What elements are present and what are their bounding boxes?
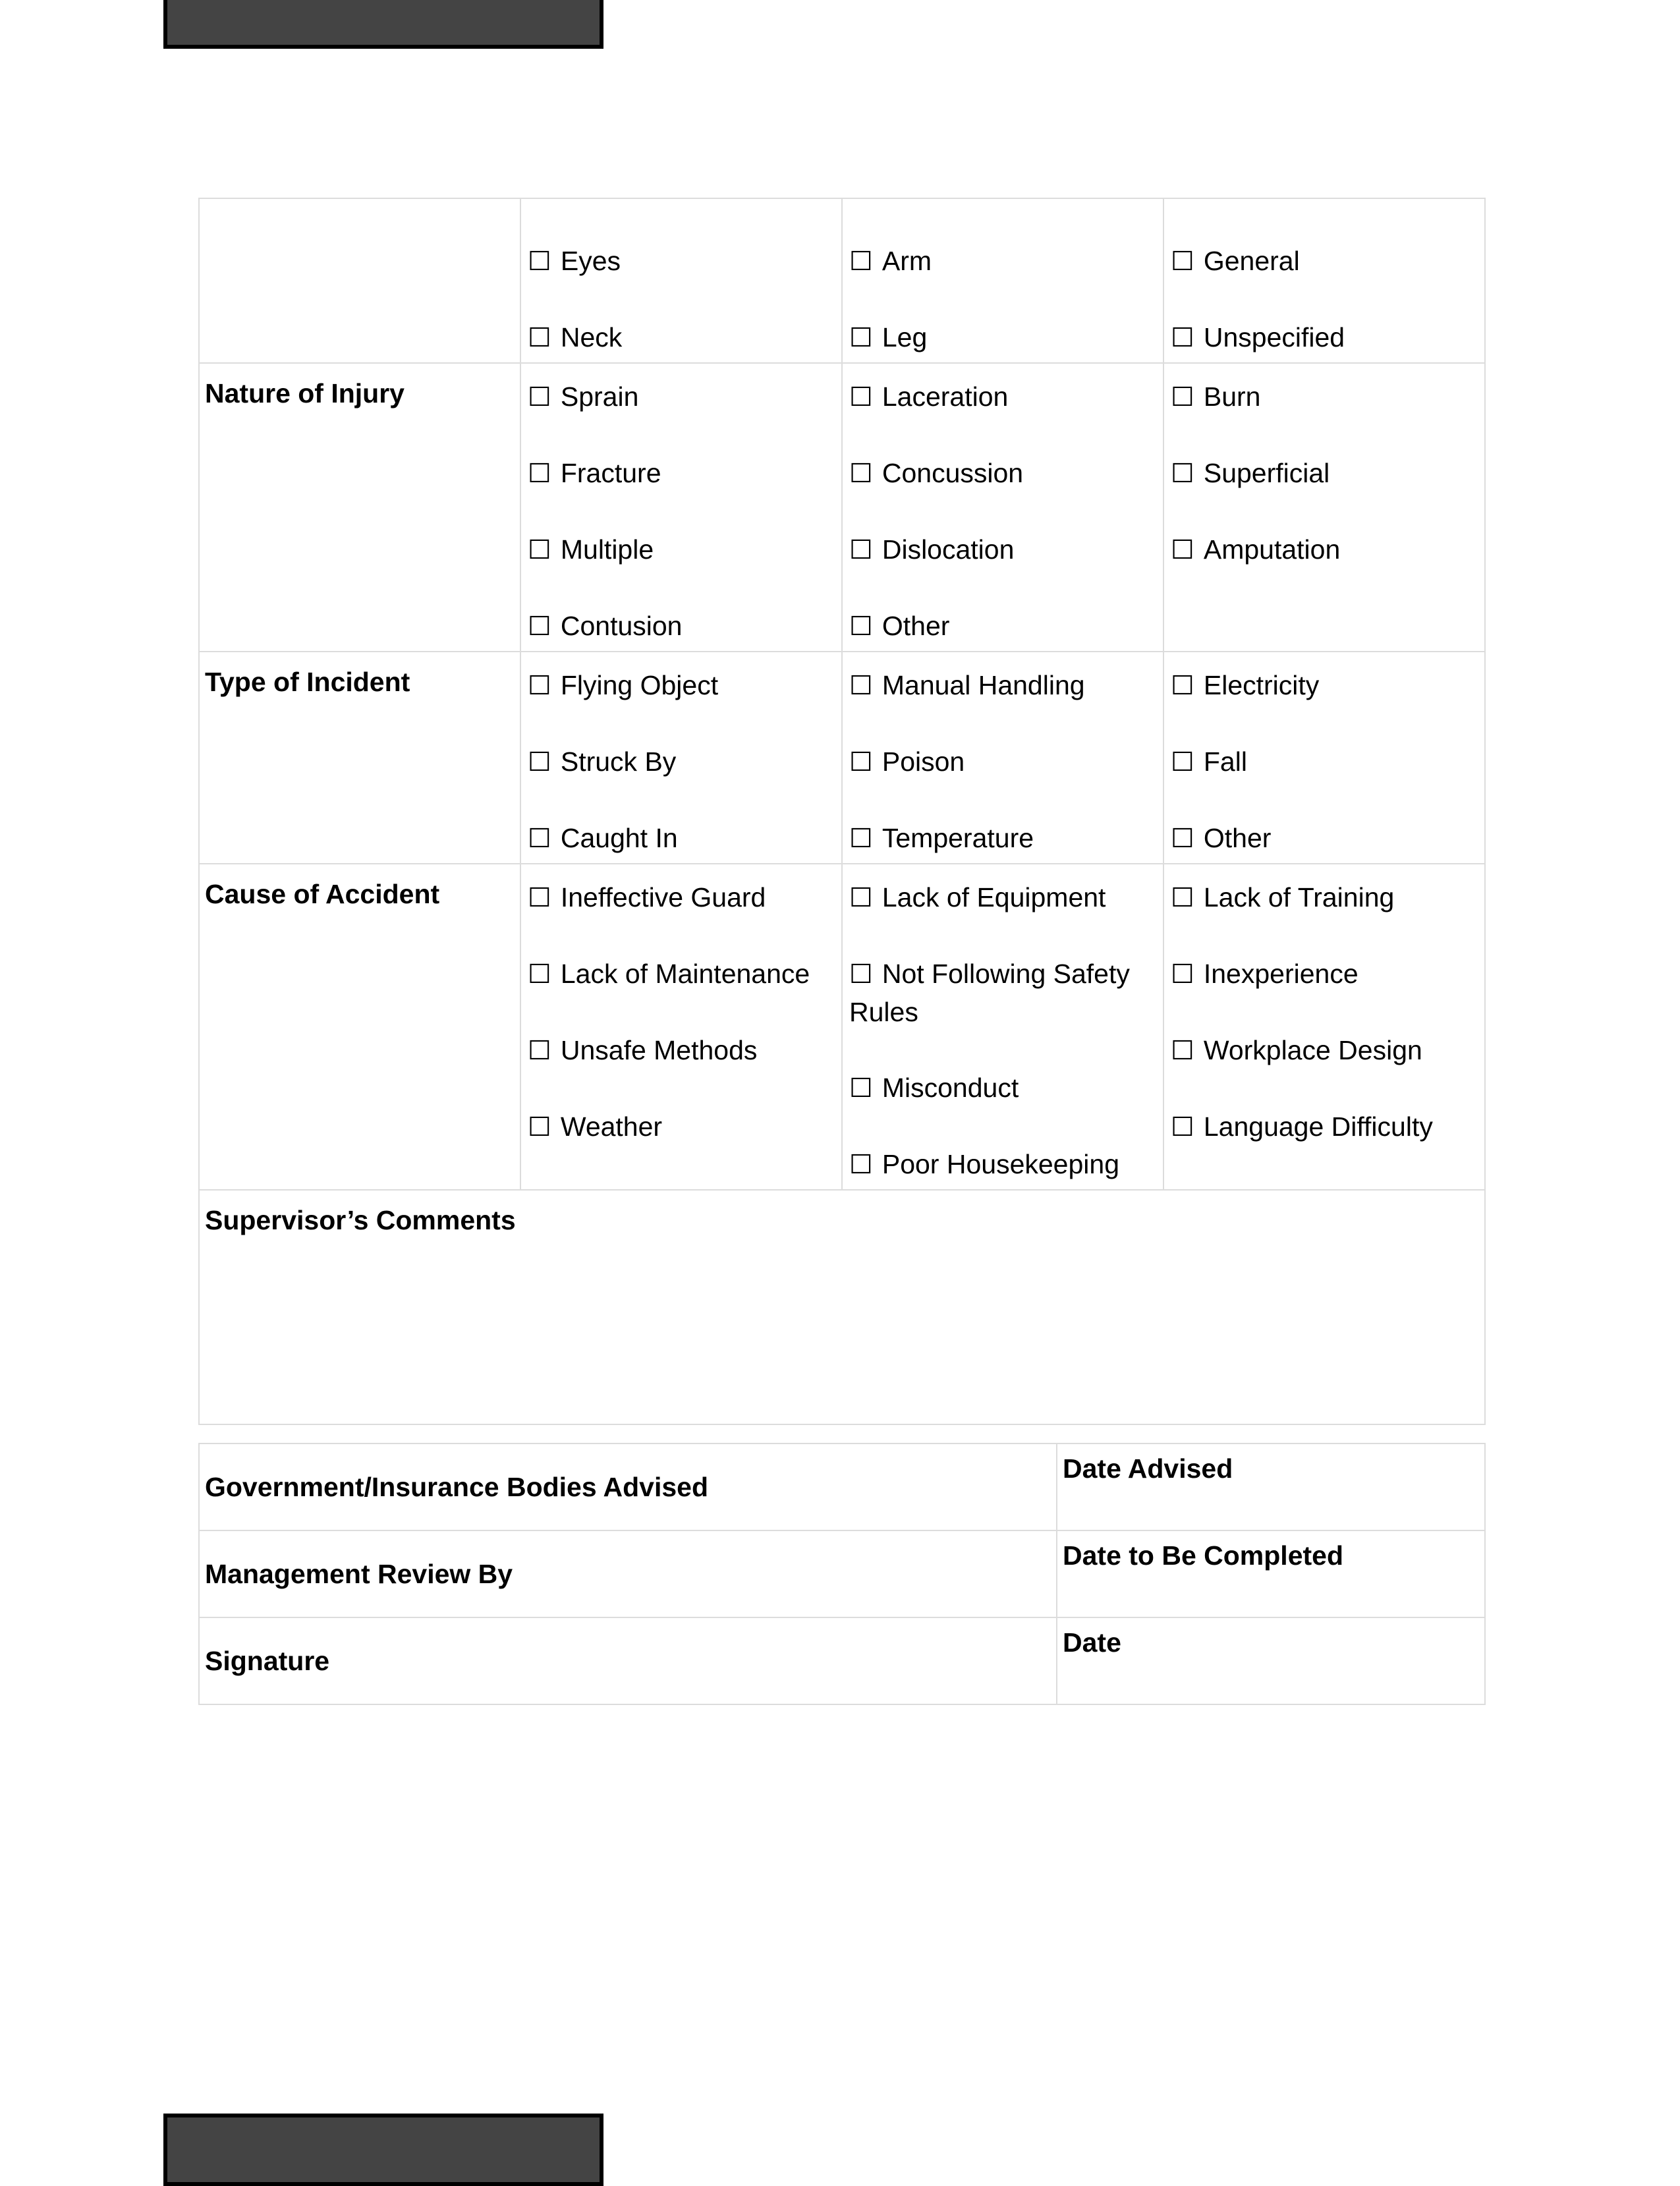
checkbox-icon[interactable]: ☐ — [849, 611, 873, 642]
checkbox-icon[interactable]: ☐ — [528, 535, 551, 565]
date-advised-field[interactable] — [1057, 1443, 1485, 1530]
date-to-be-completed-field[interactable] — [1057, 1530, 1485, 1617]
checkbox-icon[interactable]: ☐ — [1171, 747, 1194, 777]
checkbox-label: Electricity — [1203, 670, 1320, 700]
checkbox-label: Inexperience — [1203, 959, 1358, 989]
checkbox-icon[interactable]: ☐ — [528, 611, 551, 642]
gov-advised-field[interactable] — [199, 1443, 1057, 1530]
category-label: Nature of Injury — [199, 363, 520, 652]
checkbox-label: Arm — [882, 246, 932, 276]
checkbox-icon[interactable]: ☐ — [849, 824, 873, 854]
checkbox-icon[interactable]: ☐ — [849, 246, 873, 277]
checkbox-option[interactable] — [849, 879, 1156, 917]
checkbox-label: Laceration — [882, 381, 1009, 412]
checkbox-label: Lack of Maintenance — [560, 959, 810, 989]
checkbox-label: Poor Housekeeping — [882, 1149, 1119, 1179]
management-review-row — [199, 1530, 1485, 1617]
option-column — [520, 198, 842, 363]
checkbox-option[interactable] — [1171, 242, 1478, 281]
checkbox-label: Manual Handling — [882, 670, 1085, 700]
checkbox-option[interactable] — [849, 319, 1156, 357]
checkbox-label: Neck — [560, 322, 623, 352]
checkbox-option[interactable] — [849, 820, 1156, 858]
checkbox-option[interactable] — [528, 743, 835, 781]
checkbox-option[interactable] — [528, 1108, 835, 1146]
checkbox-label: Concussion — [882, 458, 1024, 488]
option-column — [842, 652, 1163, 864]
checkbox-label: Leg — [882, 322, 928, 352]
category-row — [199, 363, 1485, 652]
supervisor-comments-field[interactable] — [199, 1190, 1485, 1424]
checkbox-icon[interactable]: ☐ — [1171, 883, 1194, 913]
checkbox-option[interactable] — [1171, 455, 1478, 493]
checkbox-option[interactable] — [528, 879, 835, 917]
checkbox-icon[interactable]: ☐ — [1171, 323, 1194, 353]
checkbox-icon[interactable]: ☐ — [528, 824, 551, 854]
checkbox-label: Temperature — [882, 823, 1034, 853]
signature-row — [199, 1617, 1485, 1704]
checkbox-icon[interactable]: ☐ — [1171, 535, 1194, 565]
date-advised-label: Date Advised — [1063, 1453, 1233, 1484]
checkbox-option[interactable] — [849, 1069, 1156, 1107]
checkbox-option[interactable] — [1171, 879, 1478, 917]
checkbox-icon[interactable]: ☐ — [528, 459, 551, 489]
checkbox-icon[interactable]: ☐ — [849, 959, 873, 990]
option-column — [520, 652, 842, 864]
checkbox-icon[interactable]: ☐ — [1171, 671, 1194, 701]
incident-details-table — [198, 198, 1486, 1425]
checkbox-icon[interactable]: ☐ — [1171, 1112, 1194, 1142]
checkbox-icon[interactable]: ☐ — [528, 382, 551, 412]
checkbox-label: Language Difficulty — [1203, 1111, 1433, 1142]
checkbox-icon[interactable]: ☐ — [528, 671, 551, 701]
checkbox-label: Contusion — [560, 611, 683, 641]
supervisor-comments-label: Supervisor’s Comments — [205, 1205, 516, 1235]
checkbox-label: General — [1203, 246, 1300, 276]
checkbox-icon[interactable]: ☐ — [528, 883, 551, 913]
option-column — [1163, 363, 1485, 652]
checkbox-option[interactable] — [528, 607, 835, 646]
checkbox-label: Burn — [1203, 381, 1261, 412]
checkbox-label: Workplace Design — [1203, 1035, 1422, 1065]
checkbox-option[interactable] — [528, 531, 835, 569]
checkbox-label: Eyes — [560, 246, 621, 276]
checkbox-icon[interactable]: ☐ — [528, 1036, 551, 1066]
checkbox-label: Misconduct — [882, 1073, 1019, 1103]
checkbox-label: Struck By — [560, 746, 677, 777]
checkbox-icon[interactable]: ☐ — [849, 671, 873, 701]
checkbox-label: Unspecified — [1203, 322, 1345, 352]
checkbox-option[interactable] — [1171, 1032, 1478, 1070]
checkbox-label: Amputation — [1203, 534, 1341, 565]
option-column — [520, 363, 842, 652]
checkbox-label: Ineffective Guard — [560, 882, 766, 912]
checkbox-icon[interactable]: ☐ — [849, 1150, 873, 1180]
checkbox-option[interactable] — [849, 378, 1156, 416]
checkbox-label: Flying Object — [560, 670, 719, 700]
checkbox-label: Poison — [882, 746, 965, 777]
checkbox-option[interactable] — [528, 667, 835, 705]
checkbox-option[interactable] — [528, 242, 835, 281]
checkbox-option[interactable] — [1171, 531, 1478, 569]
checkbox-label: Other — [1203, 823, 1272, 853]
date-label: Date — [1063, 1627, 1121, 1658]
checkbox-label: Dislocation — [882, 534, 1015, 565]
checkbox-label: Not Following Safety Rules — [849, 959, 1130, 1027]
checkbox-label: Other — [882, 611, 950, 641]
checkbox-label: Lack of Training — [1203, 882, 1395, 912]
checkbox-option[interactable] — [1171, 319, 1478, 357]
checkbox-icon[interactable]: ☐ — [849, 747, 873, 777]
category-row — [199, 198, 1485, 363]
category-label: Type of Incident — [199, 652, 520, 864]
option-column — [1163, 864, 1485, 1190]
checkbox-option[interactable] — [1171, 955, 1478, 994]
option-column — [1163, 652, 1485, 864]
signature-field[interactable] — [199, 1617, 1057, 1704]
checkbox-label: Caught In — [560, 823, 678, 853]
checkbox-option[interactable] — [849, 1146, 1156, 1184]
checkbox-option[interactable] — [849, 743, 1156, 781]
gov-advised-row — [199, 1443, 1485, 1530]
checkbox-label: Multiple — [560, 534, 654, 565]
checkbox-label: Fall — [1203, 746, 1247, 777]
date-to-be-completed-label: Date to Be Completed — [1063, 1540, 1343, 1571]
checkbox-option[interactable] — [1171, 820, 1478, 858]
checkbox-label: Sprain — [560, 381, 639, 412]
checkbox-icon[interactable]: ☐ — [1171, 246, 1194, 277]
checkbox-icon[interactable]: ☐ — [1171, 824, 1194, 854]
checkbox-icon[interactable]: ☐ — [528, 959, 551, 990]
checkbox-option[interactable] — [528, 455, 835, 493]
checkbox-icon[interactable]: ☐ — [849, 535, 873, 565]
checkbox-option[interactable] — [1171, 743, 1478, 781]
checkbox-option[interactable] — [528, 820, 835, 858]
checkbox-option[interactable] — [528, 378, 835, 416]
checkbox-icon[interactable]: ☐ — [528, 246, 551, 277]
checkbox-option[interactable] — [528, 1032, 835, 1070]
checkbox-label: Weather — [560, 1111, 663, 1142]
option-column — [1163, 198, 1485, 363]
checkbox-option[interactable] — [1171, 378, 1478, 416]
checkbox-label: Lack of Equipment — [882, 882, 1106, 912]
checkbox-icon[interactable]: ☐ — [849, 1073, 873, 1104]
checkbox-icon[interactable]: ☐ — [1171, 459, 1194, 489]
gov-advised-label: Government/Insurance Bodies Advised — [205, 1471, 709, 1502]
checkbox-icon[interactable]: ☐ — [849, 883, 873, 913]
checkbox-icon[interactable]: ☐ — [849, 459, 873, 489]
option-column — [842, 198, 1163, 363]
management-review-field[interactable] — [199, 1530, 1057, 1617]
checkbox-option[interactable] — [849, 955, 1156, 1031]
footer-tab-shape — [163, 2114, 603, 2186]
checkbox-icon[interactable]: ☐ — [1171, 959, 1194, 990]
checkbox-icon[interactable]: ☐ — [849, 382, 873, 412]
management-review-label: Management Review By — [205, 1558, 513, 1589]
category-label — [199, 198, 520, 363]
checkbox-icon[interactable]: ☐ — [849, 323, 873, 353]
checkbox-label: Superficial — [1203, 458, 1330, 488]
header-tab-shape — [163, 0, 603, 49]
option-column — [842, 864, 1163, 1190]
checkbox-icon[interactable]: ☐ — [1171, 382, 1194, 412]
checkbox-icon[interactable]: ☐ — [528, 1112, 551, 1142]
checkbox-option[interactable] — [1171, 1108, 1478, 1146]
checkbox-option[interactable] — [849, 667, 1156, 705]
checkbox-option[interactable] — [849, 531, 1156, 569]
signature-label: Signature — [205, 1645, 330, 1676]
checkbox-option[interactable] — [528, 319, 835, 357]
option-column — [842, 363, 1163, 652]
comments-row — [199, 1190, 1485, 1424]
checkbox-icon[interactable]: ☐ — [528, 323, 551, 353]
checkbox-option[interactable] — [849, 242, 1156, 281]
category-row — [199, 652, 1485, 864]
checkbox-label: Fracture — [560, 458, 661, 488]
option-column — [520, 864, 842, 1190]
checkbox-option[interactable] — [849, 455, 1156, 493]
checkbox-icon[interactable]: ☐ — [1171, 1036, 1194, 1066]
category-row — [199, 864, 1485, 1190]
review-table — [198, 1443, 1486, 1705]
category-label: Cause of Accident — [199, 864, 520, 1190]
checkbox-label: Unsafe Methods — [560, 1035, 758, 1065]
checkbox-option[interactable] — [1171, 667, 1478, 705]
checkbox-option[interactable] — [528, 955, 835, 994]
date-field[interactable] — [1057, 1617, 1485, 1704]
checkbox-option[interactable] — [849, 607, 1156, 646]
checkbox-icon[interactable]: ☐ — [528, 747, 551, 777]
